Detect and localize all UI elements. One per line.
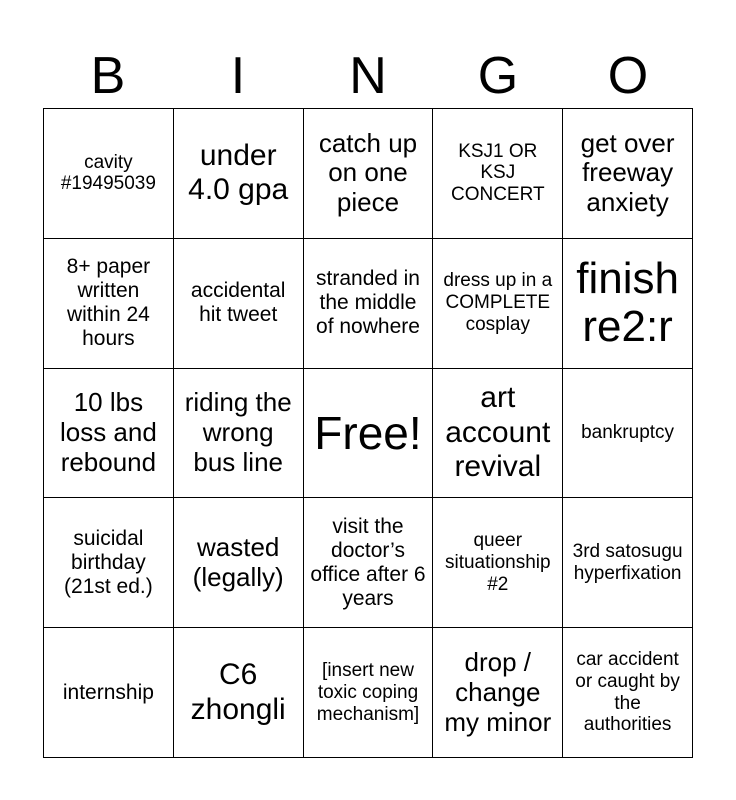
bingo-cell[interactable]: queer situationship #2 — [433, 498, 563, 628]
bingo-cell[interactable]: bankruptcy — [563, 369, 693, 499]
bingo-header — [43, 44, 693, 108]
header-letter-n: N — [349, 47, 387, 105]
bingo-cell[interactable]: [insert new toxic coping mechanism] — [304, 628, 434, 758]
header-letter-g: G — [477, 47, 519, 105]
bingo-cell[interactable]: suicidal birthday (21st ed.) — [44, 498, 174, 628]
bingo-cell[interactable]: internship — [44, 628, 174, 758]
header-letter-o: O — [607, 47, 649, 105]
bingo-cell[interactable]: riding the wrong bus line — [174, 369, 304, 499]
bingo-cell[interactable]: car accident or caught by the authorities — [563, 628, 693, 758]
bingo-cell[interactable]: drop / change my minor — [433, 628, 563, 758]
bingo-cell[interactable]: finish re2:r — [563, 239, 693, 369]
bingo-cell[interactable]: under 4.0 gpa — [174, 109, 304, 239]
bingo-cell[interactable]: 10 lbs loss and rebound — [44, 369, 174, 499]
free-space-cell[interactable]: Free! — [304, 369, 434, 499]
bingo-cell[interactable]: KSJ1 OR KSJ CONCERT — [433, 109, 563, 239]
bingo-cell[interactable]: cavity #19495039 — [44, 109, 174, 239]
bingo-cell[interactable]: dress up in a COMPLETE cosplay — [433, 239, 563, 369]
bingo-board — [43, 108, 693, 758]
bingo-cell[interactable]: 8+ paper written within 24 hours — [44, 239, 174, 369]
header-letter-i: I — [230, 47, 246, 105]
bingo-cell[interactable]: 3rd satosugu hyperfixation — [563, 498, 693, 628]
bingo-cell[interactable]: C6 zhongli — [174, 628, 304, 758]
bingo-cell[interactable]: catch up on one piece — [304, 109, 434, 239]
bingo-cell[interactable]: stranded in the middle of nowhere — [304, 239, 434, 369]
bingo-cell[interactable]: visit the doctor’s office after 6 years — [304, 498, 434, 628]
bingo-cell[interactable]: accidental hit tweet — [174, 239, 304, 369]
header-letter-b: B — [90, 47, 126, 105]
bingo-cell[interactable]: wasted (legally) — [174, 498, 304, 628]
bingo-cell[interactable]: get over freeway anxiety — [563, 109, 693, 239]
bingo-cell[interactable]: art account revival — [433, 369, 563, 499]
